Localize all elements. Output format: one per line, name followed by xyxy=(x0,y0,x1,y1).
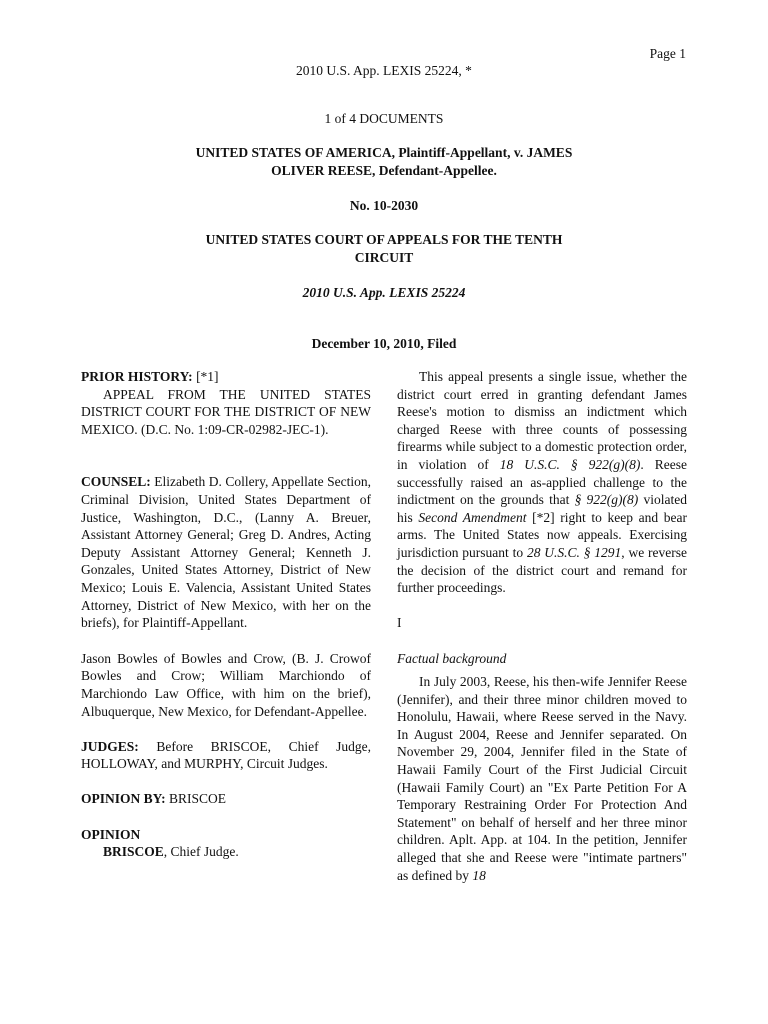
court-name xyxy=(0,231,768,266)
opinion-heading: OPINION xyxy=(81,826,141,842)
judges-paragraph xyxy=(81,738,371,773)
right-column xyxy=(397,368,687,884)
p1-text-a: This appeal presents a single issue, whether the district court erred in granting defendant James Reese's motion to dismiss an indictment which charged Reese with three counts of possessing firearms while subject to a domestic protection order, in violation of xyxy=(397,369,687,472)
filed-date: December 10, 2010, Filed xyxy=(311,336,457,351)
running-citation: 2010 U.S. App. LEXIS 25224, * xyxy=(296,63,472,78)
opinion-paragraph-1 xyxy=(397,368,687,597)
lexis-citation: 2010 U.S. App. LEXIS 25224 xyxy=(302,285,466,300)
p1-text-e: , we reverse the decision of the district court and remand for further proceedings. xyxy=(397,544,687,596)
p1-text-d: [*2] right to keep and bear arms. The United States now appeals. Exercising jurisdiction pursuant to xyxy=(397,509,687,560)
case-caption-line-1: UNITED STATES OF AMERICA, Plaintiff-Appellant, v. JAMES xyxy=(195,145,573,160)
statute-cite-922g8: 18 U.S.C. § 922(g)(8) xyxy=(499,456,641,472)
left-column xyxy=(81,368,371,861)
counsel-text: Elizabeth D. Collery, Appellate Section, Criminal Division, United States Department of Justice, Washington, D.C., (Lanny A. Breuer, Assistant Attorney General; Greg D. Andres, Acting Deputy Assistant Attorney General; Kenneth J. Gonzales, United States Attorney, District of New Mexico; Louis E. Valencia, Assistant United States Attorney, District of New Mexico, with her on the briefs), for Plaintiff-Appellant. xyxy=(81,474,371,631)
prior-history-star-page: [*1] xyxy=(192,369,219,384)
opinion-paragraph-2 xyxy=(397,673,687,884)
p2-cite-18: 18 xyxy=(472,867,486,883)
document-count: 1 of 4 DOCUMENTS xyxy=(324,111,444,126)
section-number: I xyxy=(397,615,402,631)
p1-text-c: violated his xyxy=(397,492,687,525)
p2-text-a: In July 2003, Reese, his then-wife Jennifer Reese (Jennifer), and their three minor children moved to Honolulu, Hawaii, where Reese served in the Navy. In August 2004, Reese and Jennifer separated. On November 29, 2004, Jennifer filed in the State of Hawaii Family Court of the First Judicial Circuit (Hawaii Family Court) an "Ex Parte Petition For A Temporary Restraining Order For Protection And Statement" on behalf of herself and her three minor children. Aplt. App. at 104. In the petition, Jennifer alleged that she and Reese were "intimate partners" as defined by xyxy=(397,674,687,883)
court-name-line-1: UNITED STATES COURT OF APPEALS FOR THE TENTH xyxy=(205,232,563,247)
p1-text-b: . Reese successfully raised an as-applied challenge to the indictment on the grounds that xyxy=(397,456,687,508)
case-caption xyxy=(0,144,768,179)
judges-label: JUDGES: xyxy=(81,738,139,754)
court-name-line-2: CIRCUIT xyxy=(354,249,414,265)
opinion-by-paragraph xyxy=(81,790,371,808)
opinion-author-name: BRISCOE xyxy=(103,844,164,860)
counsel-paragraph xyxy=(81,473,371,631)
prior-history-text: APPEAL FROM THE UNITED STATES DISTRICT COURT FOR THE DISTRICT OF NEW MEXICO. (D.C. No. 1:09-CR-02982-JEC-1). xyxy=(81,386,371,437)
opinion-author xyxy=(81,843,371,861)
docket-number: No. 10-2030 xyxy=(349,198,419,213)
page-number: Page 1 xyxy=(649,46,686,61)
counsel-label: COUNSEL: xyxy=(81,474,151,490)
case-caption-line-2: OLIVER REESE, Defendant-Appellee. xyxy=(271,162,497,178)
opinion-by-label: OPINION BY: xyxy=(81,791,166,807)
prior-history-heading xyxy=(81,368,371,386)
opinion-by-text: BRISCOE xyxy=(165,791,227,807)
opinion-author-title: , Chief Judge. xyxy=(163,844,239,860)
prior-history-label: PRIOR HISTORY: xyxy=(81,369,193,384)
second-amendment-cite: Second Amendment xyxy=(418,509,527,525)
section-title: Factual background xyxy=(397,650,507,666)
counsel-appellee-paragraph: Jason Bowles of Bowles and Crow, (B. J. Crowof Bowles and Crow; William Marchiondo of Marchiondo Law Office, with him on the brief), Albuquerque, New Mexico, for Defendant-Appellee. xyxy=(81,650,371,719)
judges-text: Before BRISCOE, Chief Judge, HOLLOWAY, and MURPHY, Circuit Judges. xyxy=(81,738,371,772)
statute-cite-922g8-short: § 922(g)(8) xyxy=(574,492,639,508)
statute-cite-1291: 28 U.S.C. § 1291 xyxy=(526,544,622,560)
